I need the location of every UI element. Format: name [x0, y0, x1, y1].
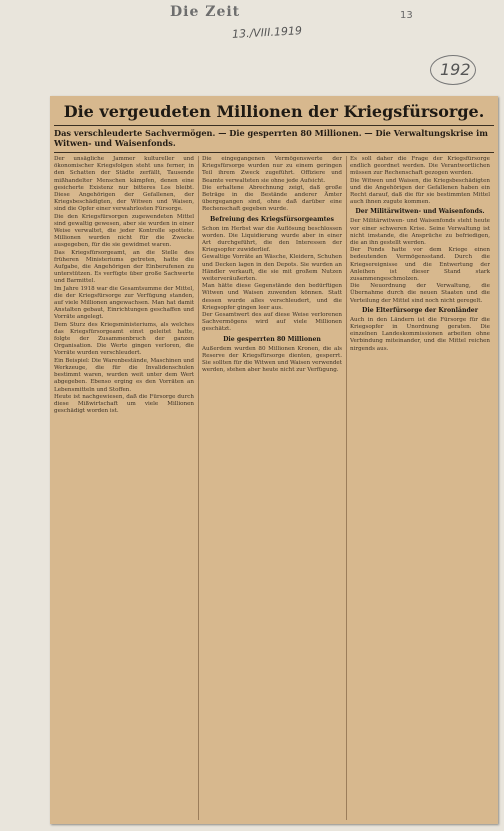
- handwritten-date: 13./VIII.1919: [231, 24, 303, 41]
- column-divider: [346, 156, 347, 820]
- paragraph: Der Fonds hatte vor dem Kriege einen bedeutenden Vermögensstand. Durch die Kriegsereignisse und die Entwertung der Anleihen ist dieser Stand stark zusammengeschmolzen.: [350, 247, 490, 283]
- article-column-1: [54, 156, 194, 820]
- headline-rule: [54, 125, 494, 126]
- paragraph: Im Jahre 1918 war die Gesamtsumme der Mittel, die der Kriegsfürsorge zur Verfügung standen, auf viele Millionen angewachsen. Man hat damit Anstalten gebaut, Einrichtungen geschaffen und Vorräte angelegt.: [54, 285, 194, 321]
- paragraph: Der unsägliche Jammer kultureller und ökonomischer Kriegsfolgen steht uns ferner, in den Schatten der Städte zerfällt, Tausende mißhandelter Menschen kämpfen, denen eine gesicherte Existenz nur bitteres Los bleibt. Diese Angehörigen der Gefallenen, der Kriegsbeschädigten, der Witwen und Waisen, sind die Opfer einer verwahrlosten Fürsorge.: [54, 156, 194, 213]
- article-column-2: [202, 156, 342, 820]
- paragraph: Die den Kriegsfürsorgen zugewendeten Mittel sind gewaltig gewesen, aber sie wurden in einer Weise verwaltet, die jeder Kontrolle spottete. Millionen wurden nicht für die Zwecke ausgegeben, für die sie gewidmet waren.: [54, 213, 194, 249]
- paragraph: Ein Beispiel: Die Warenbestände, Maschinen und Werkzeuge, die für die Invalidenschulen bestimmt waren, wurden weit unter dem Wert abgegeben. Ebenso erging es den Vorräten an Lebensmitteln und Stoffen.: [54, 357, 194, 393]
- paragraph: Man hätte diese Gegenstände den bedürftigen Witwen und Waisen zuwenden können. Statt dessen wurde alles verschleudert, und die Kriegsopfer gingen leer aus.: [202, 283, 342, 311]
- paragraph: Die erhaltene Abrechnung zeigt, daß große Beträge in die Bestände anderer Ämter übergegangen sind, ohne daß darüber eine Rechenschaft gegeben wurde.: [202, 184, 342, 213]
- paragraph: Der Gesamtwert des auf diese Weise verlorenen Sachvermögens wird auf viele Millionen geschätzt.: [202, 312, 342, 333]
- paragraph: Heute ist nachgewiesen, daß die Fürsorge durch diese Mißwirtschaft um viele Millionen geschädigt worden ist.: [54, 393, 194, 415]
- section-heading: Die Elterfürsorge der Kronländer: [362, 306, 478, 314]
- newspaper-masthead: Die Zeit: [170, 4, 241, 20]
- paragraph: Die Neuordnung der Verwaltung, die Übernahme durch die neuen Staaten und die Verteilung der Mittel sind noch nicht geregelt.: [350, 283, 490, 304]
- paragraph: Das Kriegsfürsorgeamt, an die Stelle des früheren Ministeriums getreten, hatte die Aufgabe, die Angehörigen der Einberufenen zu unterstützen. Es verfügte über große Sachwerte und Barmittel.: [54, 249, 194, 285]
- paragraph: Dem Sturz des Kriegsministeriums, als welches das Kriegsfürsorgeamt einst geleitet hatte, folgte der Zusammenbruch der ganzen Organisation. Die Werte gingen verloren, die Vorräte wurden verschleudert.: [54, 321, 194, 357]
- paragraph: Der Militärwitwen- und Waisenfonds steht heute vor einer schweren Krise. Seine Verwaltung ist nicht imstande, die Ansprüche zu befriedigen, die an ihn gestellt werden.: [350, 218, 490, 247]
- paragraph: Auch in den Ländern ist die Fürsorge für die Kriegsopfer in Unordnung geraten. Die einzelnen Landeskommissionen arbeiten ohne Verbindung miteinander, und die Mittel reichen nirgends aus.: [350, 316, 490, 352]
- paragraph: Schon im Herbst war die Auflösung beschlossen worden. Die Liquidierung wurde aber in einer Art durchgeführt, die den Interessen der Kriegsopfer zuwiderlief.: [202, 225, 342, 254]
- paragraph: Die eingegangenen Vermögenswerte der Kriegsfürsorge wurden nur zu einem geringen Teil ihrem Zweck zugeführt. Offiziere und Beamte verwalteten sie ohne jede Aufsicht.: [202, 156, 342, 184]
- paragraph: Außerdem wurden 80 Millionen Kronen, die als Reserve der Kriegsfürsorge dienten, gesperrt. Sie sollten für die Witwen und Waisen verwendet werden, stehen aber heute nicht zur Verfügung.: [202, 345, 342, 374]
- article-subhead: Das verschleuderte Sachvermögen. — Die gesperrten 80 Millionen. — Die Verwaltungskrise im Witwen- und Waisenfonds.: [54, 128, 488, 148]
- paragraph: Die Witwen und Waisen, die Kriegsbeschädigten und die Angehörigen der Gefallenen haben ein Recht darauf, daß die für sie bestimmten Mittel auch ihnen zugute kommen.: [350, 177, 490, 206]
- archive-number: 192: [440, 60, 471, 79]
- section-heading: Die gesperrten 80 Millionen: [223, 335, 321, 343]
- handwritten-mark: 13: [400, 10, 413, 21]
- column-divider: [198, 156, 199, 820]
- paragraph: Es soll daher die Frage der Kriegsfürsorge endlich geordnet werden. Die Verantwortlichen müssen zur Rechenschaft gezogen werden.: [350, 156, 490, 177]
- section-heading: Befreiung des Kriegsfürsorgeamtes: [210, 215, 334, 223]
- newspaper-clipping: [50, 96, 498, 824]
- article-headline: Die vergeudeten Millionen der Kriegsfürsorge.: [63, 102, 485, 121]
- subhead-rule: [54, 152, 494, 153]
- article-column-3: [350, 156, 490, 820]
- paragraph: Gewaltige Vorräte an Wäsche, Kleidern, Schuhen und Decken lagen in den Depots. Sie wurden an Händler verkauft, die sie mit großem Nutzen weiterveräußerten.: [202, 254, 342, 283]
- section-heading: Der Militärwitwen- und Waisenfonds.: [355, 208, 485, 216]
